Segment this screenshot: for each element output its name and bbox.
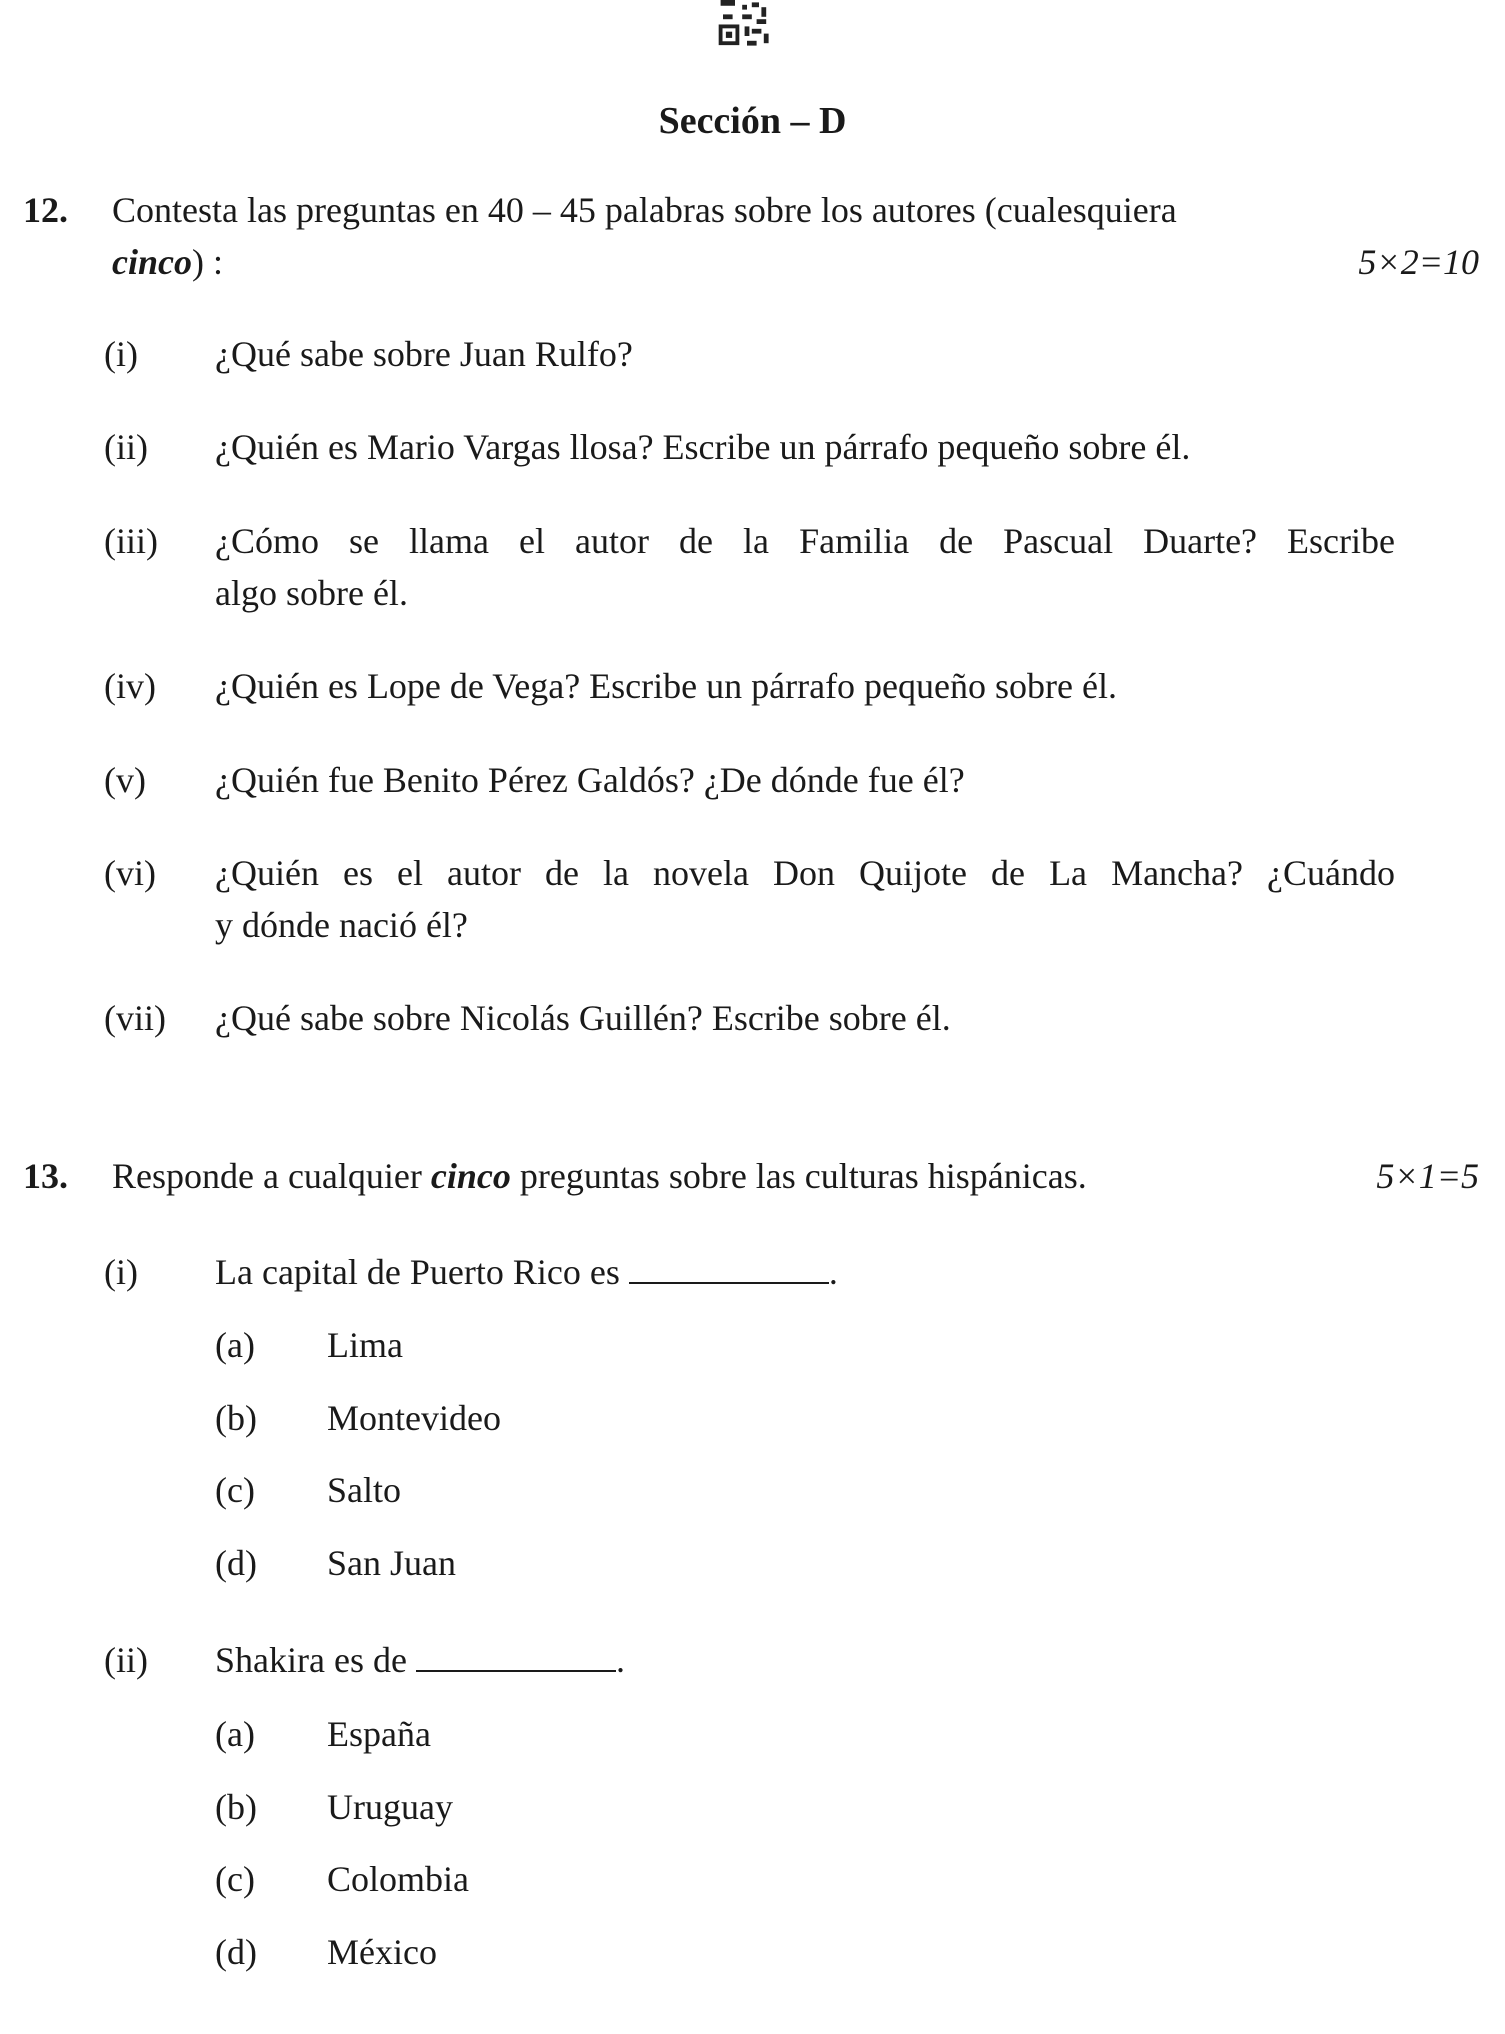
option-text: México	[327, 1932, 437, 1972]
question-text-end: ) :	[191, 242, 223, 282]
sub-question-label: (ii)	[104, 1640, 148, 1680]
option-label: (a)	[215, 1714, 255, 1754]
sub-question-text: ¿Quién fue Benito Pérez Galdós? ¿De dónde fue él?	[215, 760, 965, 800]
question-text	[112, 1150, 1087, 1202]
sub-question-text: ¿Quién es Mario Vargas llosa? Escribe un párrafo pequeño sobre él.	[215, 427, 1191, 467]
sub-question-label: (v)	[104, 760, 146, 800]
answer-blank	[629, 1252, 829, 1284]
option-text: San Juan	[327, 1543, 456, 1583]
sub-question-label: (vi)	[104, 853, 156, 893]
sub-question-text-cont: algo sobre él.	[215, 573, 408, 613]
qr-code	[717, 0, 777, 48]
emphasis: cinco	[430, 1156, 511, 1196]
option-label: (d)	[215, 1932, 257, 1972]
option-label: (b)	[215, 1787, 257, 1827]
answer-blank	[416, 1640, 616, 1672]
sub-question-label: (vii)	[104, 998, 166, 1038]
sub-question-label: (iii)	[104, 521, 158, 561]
option-text: España	[327, 1714, 431, 1754]
sub-question-label: (ii)	[104, 427, 148, 467]
section-title: Sección – D	[658, 100, 847, 142]
sub-question-text: ¿Cómo se llama el autor de la Familia de Pascual Duarte? Escribe	[215, 521, 1395, 561]
sub-question-text: ¿Quién es Lope de Vega? Escribe un párrafo pequeño sobre él.	[215, 666, 1117, 706]
question-marks: 5×2=10	[1358, 242, 1479, 282]
option-text: Salto	[327, 1470, 402, 1510]
option-text: Uruguay	[327, 1787, 453, 1827]
sub-question-label: (iv)	[104, 666, 156, 706]
option-text: Montevideo	[327, 1398, 501, 1438]
sub-question-label: (i)	[104, 334, 138, 374]
question-text-start: Responde a cualquier	[112, 1156, 431, 1196]
question-stem: La capital de Puerto Rico es	[215, 1252, 620, 1292]
sub-question-text	[215, 1246, 838, 1298]
question-stem: Shakira es de	[215, 1640, 407, 1680]
sub-question-text	[215, 1634, 625, 1686]
question-text-end: preguntas sobre las culturas hispánicas.	[510, 1156, 1087, 1196]
option-label: (c)	[215, 1859, 255, 1899]
option-label: (b)	[215, 1398, 257, 1438]
option-text: Lima	[327, 1325, 403, 1365]
question-marks: 5×1=5	[1376, 1156, 1479, 1196]
option-label: (c)	[215, 1470, 255, 1510]
sub-question-text: ¿Qué sabe sobre Nicolás Guillén? Escribe sobre él.	[215, 998, 951, 1038]
question-number: 13.	[23, 1156, 68, 1196]
sub-question-label: (i)	[104, 1252, 138, 1292]
option-label: (d)	[215, 1543, 257, 1583]
stem-end: .	[615, 1640, 625, 1680]
emphasis: cinco	[112, 242, 192, 282]
option-text: Colombia	[327, 1859, 469, 1899]
question-number: 12.	[23, 190, 68, 230]
sub-question-text-cont: y dónde nació él?	[215, 905, 468, 945]
stem-end: .	[828, 1252, 838, 1292]
sub-question-text: ¿Qué sabe sobre Juan Rulfo?	[215, 334, 633, 374]
question-text: Contesta las preguntas en 40 – 45 palabras sobre los autores (cualesquiera	[112, 190, 1177, 230]
sub-question-text: ¿Quién es el autor de la novela Don Quijote de La Mancha? ¿Cuándo	[215, 853, 1395, 893]
option-label: (a)	[215, 1325, 255, 1365]
question-text-line2	[112, 236, 223, 288]
